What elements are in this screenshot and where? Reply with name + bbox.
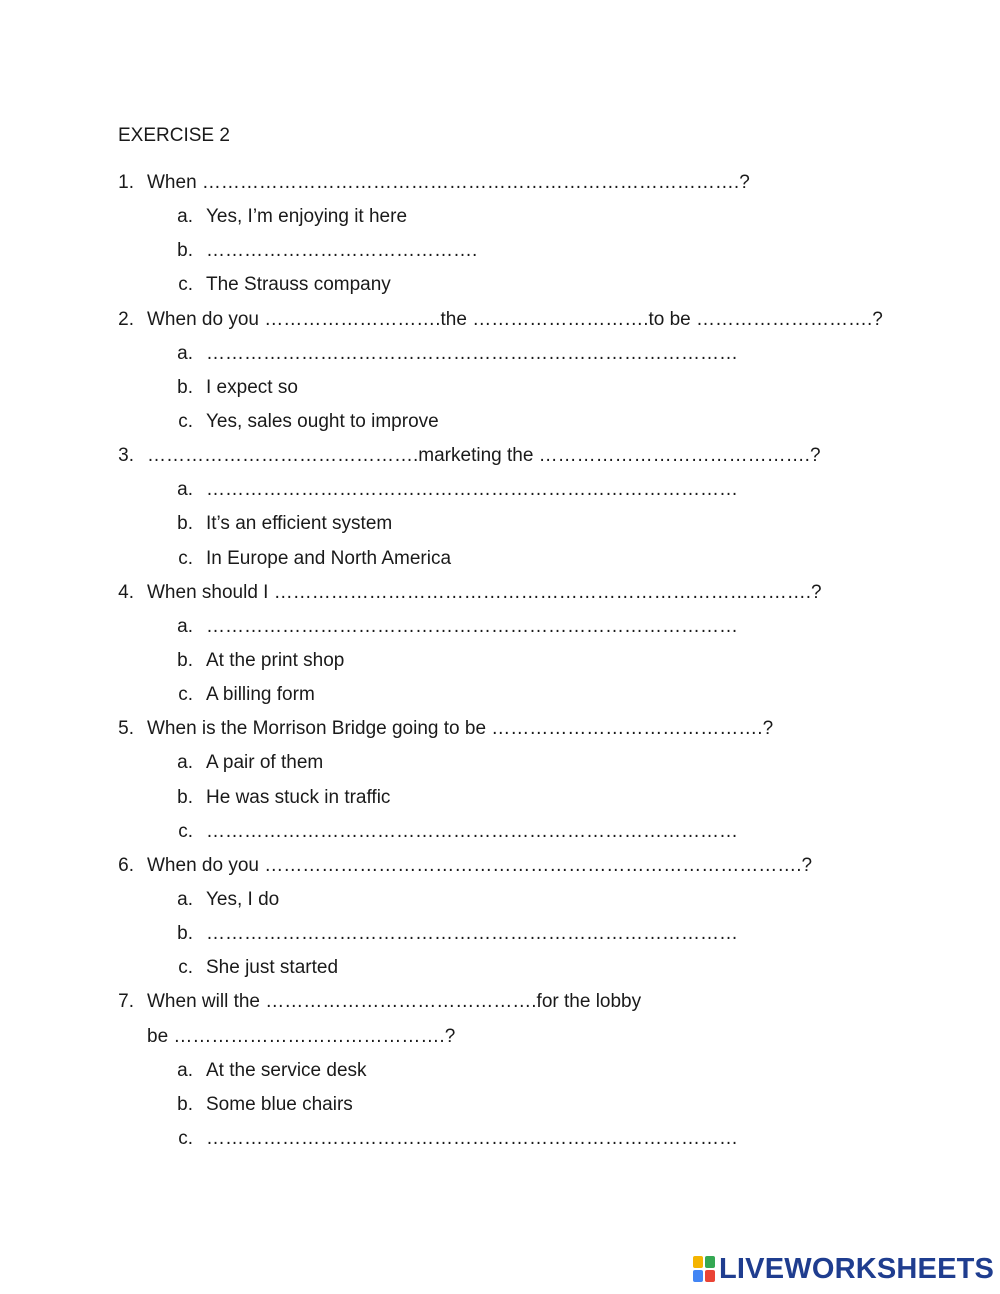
- option-letter: a.: [177, 889, 193, 910]
- option-text: Some blue chairs: [206, 1094, 353, 1115]
- option-text: …………………………………………………………………………: [206, 1128, 738, 1149]
- option-text: A pair of them: [206, 752, 324, 773]
- question-text: When is the Morrison Bridge going to be …………………………………….?: [147, 718, 774, 739]
- option-letter: b.: [177, 923, 193, 944]
- question-number: 7.: [118, 991, 134, 1012]
- option-letter: c.: [178, 684, 193, 705]
- option-letter: a.: [177, 479, 193, 500]
- option-text: Yes, I’m enjoying it here: [206, 206, 408, 227]
- option-letter: b.: [177, 650, 193, 671]
- question-text-continued: be …………………………………….?: [147, 1026, 456, 1047]
- option-letter: c.: [178, 274, 193, 295]
- option-text: The Strauss company: [206, 274, 391, 295]
- logo-icon: [693, 1256, 715, 1282]
- option-text: I expect so: [206, 377, 298, 398]
- logo-icon-square: [705, 1256, 715, 1268]
- question-number: 3.: [118, 445, 134, 466]
- option-text: …………………………………….: [206, 240, 478, 261]
- option-letter: a.: [177, 343, 193, 364]
- option-text: Yes, sales ought to improve: [206, 411, 439, 432]
- question-text: When do you ……………………….the ……………………….to be ……………………….?: [147, 309, 883, 330]
- option-letter: c.: [178, 411, 193, 432]
- option-letter: a.: [177, 206, 193, 227]
- option-letter: c.: [178, 1128, 193, 1149]
- option-letter: b.: [177, 1094, 193, 1115]
- logo-icon-square: [693, 1256, 703, 1268]
- question-text: When should I ………………………………………………………………………….?: [147, 582, 822, 603]
- option-letter: a.: [177, 1060, 193, 1081]
- option-text: In Europe and North America: [206, 548, 452, 569]
- liveworksheets-logo: [693, 1254, 994, 1284]
- question-number: 1.: [118, 172, 134, 193]
- question-text: …………………………………….marketing the …………………………………….?: [147, 445, 821, 466]
- option-text: …………………………………………………………………………: [206, 343, 738, 364]
- option-text: …………………………………………………………………………: [206, 616, 738, 637]
- question-number: 5.: [118, 718, 134, 739]
- question-number: 4.: [118, 582, 134, 603]
- option-letter: c.: [178, 548, 193, 569]
- option-text: She just started: [206, 957, 339, 978]
- question-number: 6.: [118, 855, 134, 876]
- question-text: When ………………………………………………………………………….?: [147, 172, 750, 193]
- option-letter: c.: [178, 957, 193, 978]
- option-letter: a.: [177, 752, 193, 773]
- page-title: EXERCISE 2: [118, 125, 230, 146]
- option-text: It’s an efficient system: [206, 513, 393, 534]
- option-text: …………………………………………………………………………: [206, 479, 738, 500]
- logo-icon-square: [705, 1270, 715, 1282]
- option-letter: a.: [177, 616, 193, 637]
- option-letter: b.: [177, 240, 193, 261]
- logo-icon-square: [693, 1270, 703, 1282]
- question-text: When do you ………………………………………………………………………….?: [147, 855, 813, 876]
- option-text: …………………………………………………………………………: [206, 821, 738, 842]
- question-number: 2.: [118, 309, 134, 330]
- option-letter: b.: [177, 787, 193, 808]
- option-letter: c.: [178, 821, 193, 842]
- option-text: He was stuck in traffic: [206, 787, 391, 808]
- option-letter: b.: [177, 377, 193, 398]
- option-text: A billing form: [206, 684, 315, 705]
- logo-wordmark: LIVEWORKSHEETS: [719, 1253, 995, 1285]
- option-text: At the service desk: [206, 1060, 367, 1081]
- option-letter: b.: [177, 513, 193, 534]
- question-text: When will the …………………………………….for the lobby: [147, 991, 642, 1012]
- option-text: Yes, I do: [206, 889, 280, 910]
- option-text: …………………………………………………………………………: [206, 923, 738, 944]
- option-text: At the print shop: [206, 650, 345, 671]
